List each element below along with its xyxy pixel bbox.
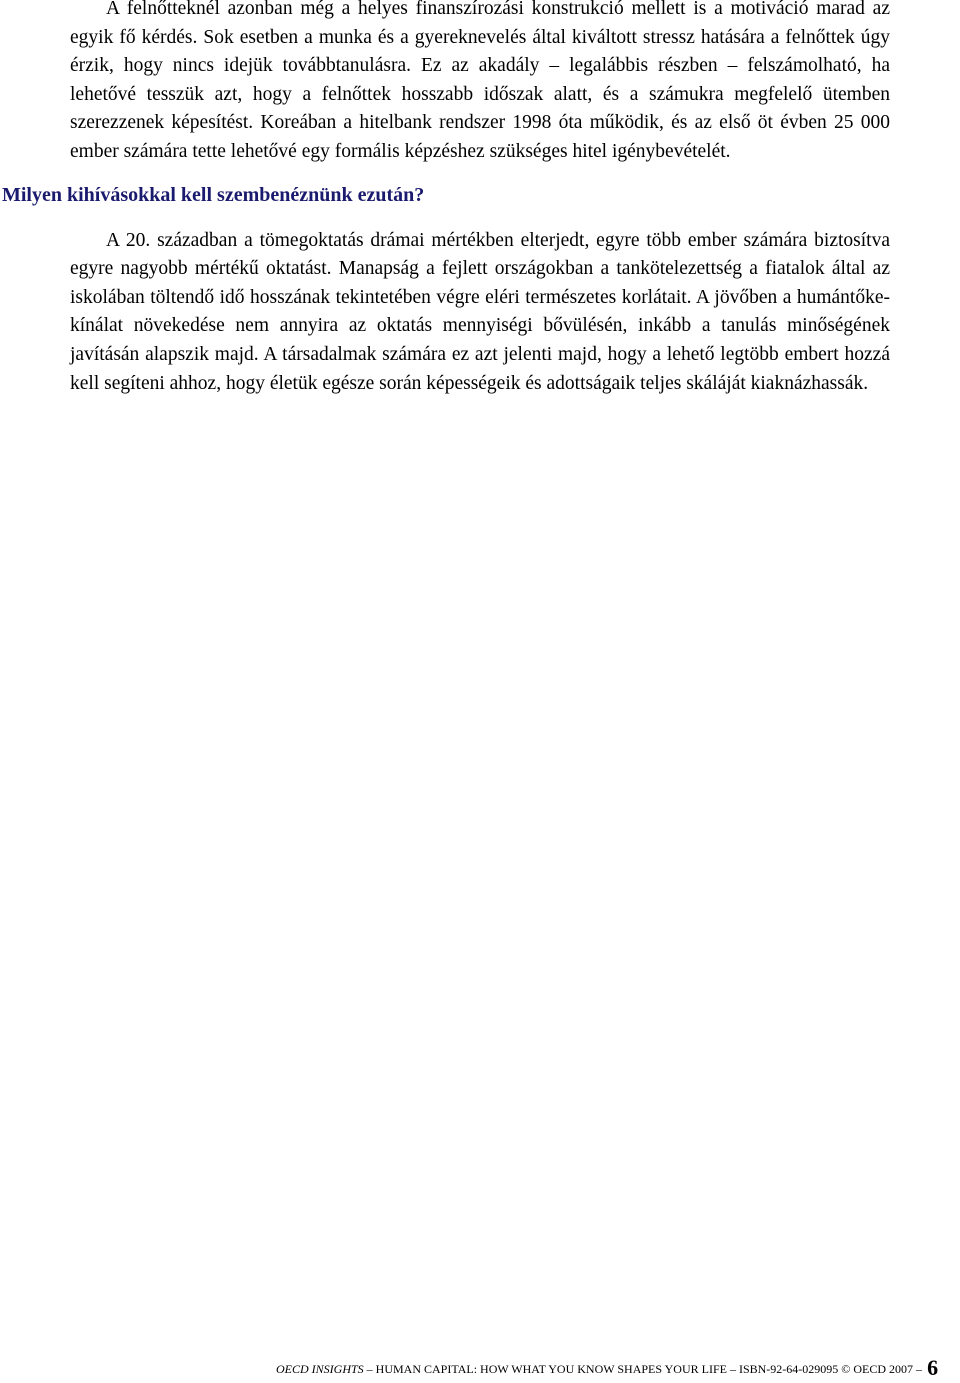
body-paragraph: A 20. században a tömegoktatás drámai mértékben elterjedt, egyre több ember számára biztosítva egyre nagyobb mértékű oktatást. Manapság a fejlett országokban a tankötelezettség a fiatalok által az iskolában töltendő idő hosszának tekintetében végre eléri természetes korlátait. A jövőben a humántőke-kínálat növekedése nem annyira az oktatás mennyiségi bővülésén, inkább a tanulás minőségének javításán alapszik majd. A társadalmak számára ez azt jelenti majd, hogy a lehető legtöbb embert hozzá kell segíteni ahhoz, hogy életük egésze során képességeik és adottságaik teljes skáláját kiaknázhassák.	[70, 229, 890, 394]
footer-publication-info: – HUMAN CAPITAL: HOW WHAT YOU KNOW SHAPES YOUR LIFE – ISBN-92-64-029095 © OECD 2007 –	[363, 1362, 926, 1376]
document-page	[2, 0, 890, 398]
footer-series-name: OECD INSIGHTS	[276, 1362, 364, 1376]
page-number: 6	[927, 1355, 939, 1380]
page-footer	[276, 1354, 960, 1382]
body-paragraph: A felnőtteknél azonban még a helyes finanszírozási konstrukció mellett is a motiváció marad az egyik fő kérdés. Sok esetben a munka és a gyereknevelés által kiváltott stressz hatására a felnőttek úgy érzik, hogy nincs idejük továbbtanulásra. Ez az akadály – legalábbis részben – felszámolható, ha lehetővé tesszük azt, hogy a felnőttek hosszabb időszak alatt, és a számukra megfelelő ütemben szerezzenek képesítést. Koreában a hitelbank rendszer 1998 óta működik, és az első öt évben 25 000 ember számára tette lehetővé egy formális képzéshez szükséges hitel igénybevételét.	[70, 0, 890, 162]
section-heading: Milyen kihívásokkal kell szembenéznünk ezután?	[2, 183, 425, 206]
